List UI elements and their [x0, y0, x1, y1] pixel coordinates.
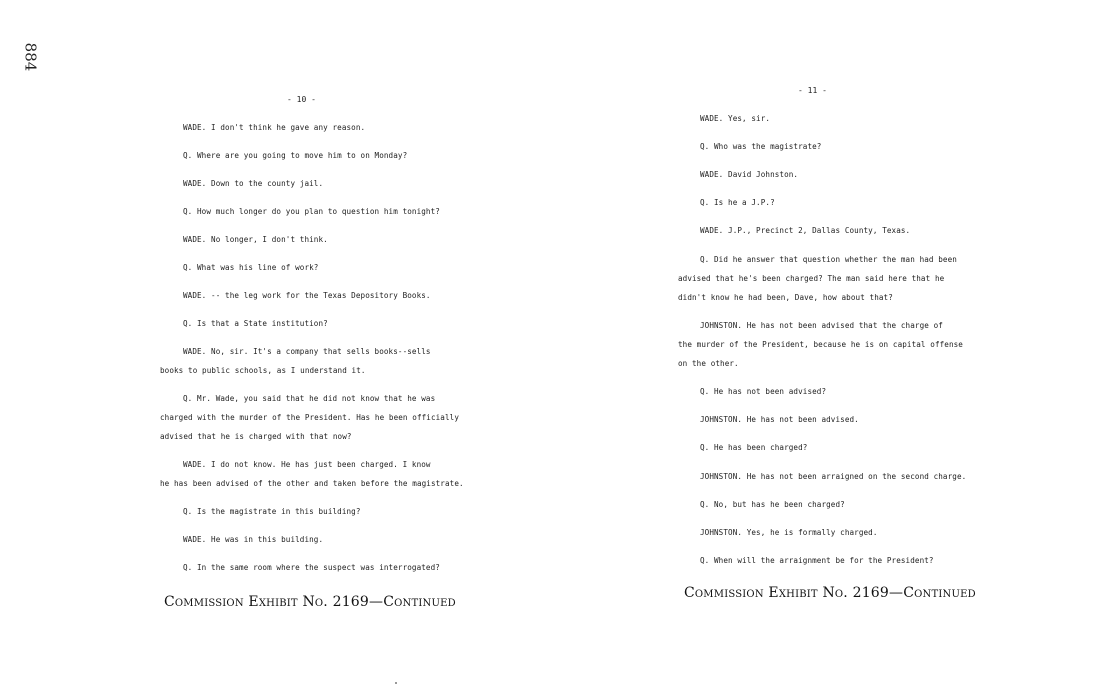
transcript-line: WADE. No, sir. It's a company that sells books--sells [183, 347, 431, 356]
transcript-line: Q. No, but has he been charged? [700, 500, 845, 509]
transcript-line: WADE. I don't think he gave any reason. [183, 123, 366, 132]
transcript-line: JOHNSTON. He has not been advised. [700, 415, 859, 424]
right-page-label: - 11 - [798, 86, 827, 95]
left-exhibit-footer: Commission Exhibit No. 2169—Continued [164, 594, 456, 610]
transcript-line: WADE. -- the leg work for the Texas Depository Books. [183, 291, 431, 300]
transcript-line: advised that he's been charged? The man said here that he [678, 274, 945, 283]
transcript-line: Q. How much longer do you plan to question him tonight? [183, 207, 440, 216]
transcript-line: WADE. J.P., Precinct 2, Dallas County, Texas. [700, 226, 911, 235]
transcript-line: Q. Who was the magistrate? [700, 142, 822, 151]
transcript-line: Q. Did he answer that question whether the man had been [700, 255, 957, 264]
transcript-line: on the other. [678, 359, 739, 368]
transcript-line: Q. In the same room where the suspect was interrogated? [183, 563, 440, 572]
transcript-line: JOHNSTON. Yes, he is formally charged. [700, 528, 878, 537]
transcript-line: he has been advised of the other and taken before the magistrate. [160, 479, 464, 488]
transcript-line: WADE. Yes, sir. [700, 114, 771, 123]
transcript-line: WADE. He was in this building. [183, 535, 324, 544]
transcript-line: WADE. David Johnston. [700, 170, 799, 179]
transcript-line: charged with the murder of the President. Has he been officially [160, 413, 459, 422]
transcript-line: WADE. I do not know. He has just been charged. I know [183, 460, 431, 469]
transcript-line: WADE. No longer, I don't think. [183, 235, 328, 244]
right-exhibit-footer: Commission Exhibit No. 2169—Continued [684, 585, 976, 601]
transcript-line: Q. He has not been advised? [700, 387, 827, 396]
transcript-line: Q. Mr. Wade, you said that he did not know that he was [183, 394, 436, 403]
transcript-line: the murder of the President, because he is on capital offense [678, 340, 963, 349]
left-page-label: - 10 - [287, 95, 316, 104]
transcript-line: Q. He has been charged? [700, 443, 808, 452]
transcript-line: advised that he is charged with that now? [160, 432, 352, 441]
transcript-line: Q. Is that a State institution? [183, 319, 328, 328]
transcript-line: JOHNSTON. He has not been advised that the charge of [700, 321, 943, 330]
transcript-line: Q. Is he a J.P.? [700, 198, 775, 207]
transcript-line: books to public schools, as I understand it. [160, 366, 366, 375]
scan-speck [395, 682, 397, 684]
transcript-line: Q. When will the arraignment be for the President? [700, 556, 934, 565]
transcript-line: JOHNSTON. He has not been arraigned on the second charge. [700, 472, 967, 481]
transcript-line: didn't know he had been, Dave, how about that? [678, 293, 893, 302]
transcript-line: WADE. Down to the county jail. [183, 179, 324, 188]
transcript-line: Q. Where are you going to move him to on Monday? [183, 151, 408, 160]
side-page-number: 884 [21, 42, 40, 72]
transcript-line: Q. Is the magistrate in this building? [183, 507, 361, 516]
transcript-line: Q. What was his line of work? [183, 263, 319, 272]
